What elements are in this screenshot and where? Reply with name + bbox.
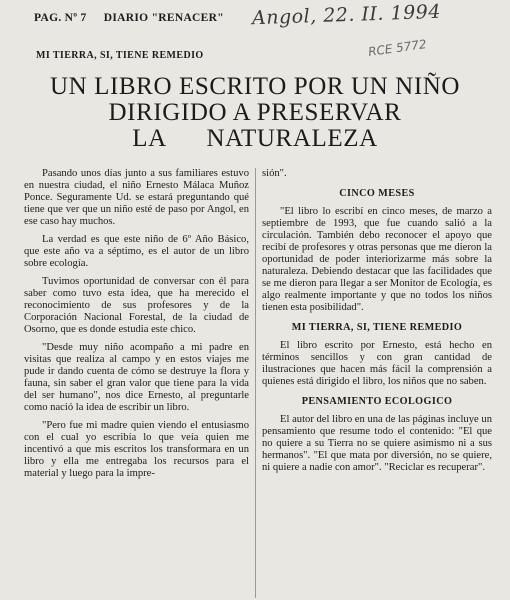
page-number: PAG. Nº 7 (34, 12, 87, 24)
paragraph: Tuvimos oportunidad de conversar con él para saber como tuvo esta idea, que ha merecido el reconocimiento de sus profesores y de la Corporación Nacional Forestal, de la ciudad de Osorno, que es donde estudia este chico. (24, 276, 249, 335)
newspaper-name: DIARIO "RENACER" (103, 12, 224, 24)
continuation-text: sión". (262, 168, 287, 179)
subheading-cinco-meses: CINCO MESES (339, 188, 415, 199)
paragraph: El libro escrito por Ernesto, está hecho en términos sencillos y con gran cantidad de ilustraciones que hacen más fácil la comprensión a quienes está dirigido el libro, los niños que no saben. (262, 340, 492, 387)
headline-line-3: LA NATURALEZA (132, 125, 378, 152)
handwritten-date-note: Angol, 22. II. 1994 (251, 0, 442, 30)
paragraph: "El libro lo escribí en cinco meses, de marzo a septiembre de 1993, que fue cuando salió a la circulación. También debo reconocer el apoyo que recibí de profesores y otras personas que me dieron la oportunidad de poder interiorizarme más sobre la naturaleza. Debiendo destacar que las facilidades que se me dieron para llegar a ser Monitor de Ecología, es algo realmente importante y que no todos los niños tienen esta posibilidad". (262, 206, 492, 313)
subheading-pensamiento: PENSAMIENTO ECOLOGICO (301, 396, 453, 407)
archive-stamp: RCE 5772 (367, 36, 428, 60)
paragraph: "Pero fue mi madre quien viendo el entusiasmo con el cual yo escribía lo que veía quien me incentivó a que mis escritos los transformara en un libro y ella me entregaba los recursos para el material y luego para la impre- (24, 420, 249, 479)
headline-line-1: UN LIBRO ESCRITO POR UN NIÑO (49, 73, 461, 100)
paragraph: El autor del libro en una de las páginas incluye un pensamiento que resume todo el contenido: "El que no quiere a su Tierra no se quiere asimismo ni a sus hermanos". "El que mata por diversión, no se quiere, ni quiere a nadie con amor". "Reciclar es recuperar". (262, 414, 492, 473)
headline-line-2: DIRIGIDO A PRESERVAR (108, 99, 402, 126)
kicker: MI TIERRA, SI, TIENE REMEDIO (36, 50, 204, 61)
masthead (34, 12, 238, 24)
paragraph: La verdad es que este niño de 6º Año Básico, que este año va a séptimo, es el autor de un libro sobre ecología. (24, 234, 249, 269)
column-divider (255, 168, 256, 598)
subheading-mi-tierra: MI TIERRA, SI, TIENE REMEDIO (291, 322, 463, 333)
paragraph: "Desde muy niño acompaño a mi padre en visitas que realiza al campo y en estos viajes me pude ir dando cuenta de cómo se destruye la flora y fauna, sin saber el gran valor que tiene para la vida del ser humano", nos dice Ernesto, al preguntarle como nació la idea de escribir un libro. (24, 342, 249, 413)
left-column (24, 168, 249, 486)
right-column (262, 168, 492, 480)
paragraph: Pasando unos días junto a sus familiares estuvo en nuestra ciudad, el niño Ernesto Málaca Muñoz Ponce. Seguramente Ud. se estará preguntando qué tiene que ver que un niño esté de paso por Angol, en ese caso hay muchos. (24, 168, 249, 227)
headline (0, 74, 510, 152)
